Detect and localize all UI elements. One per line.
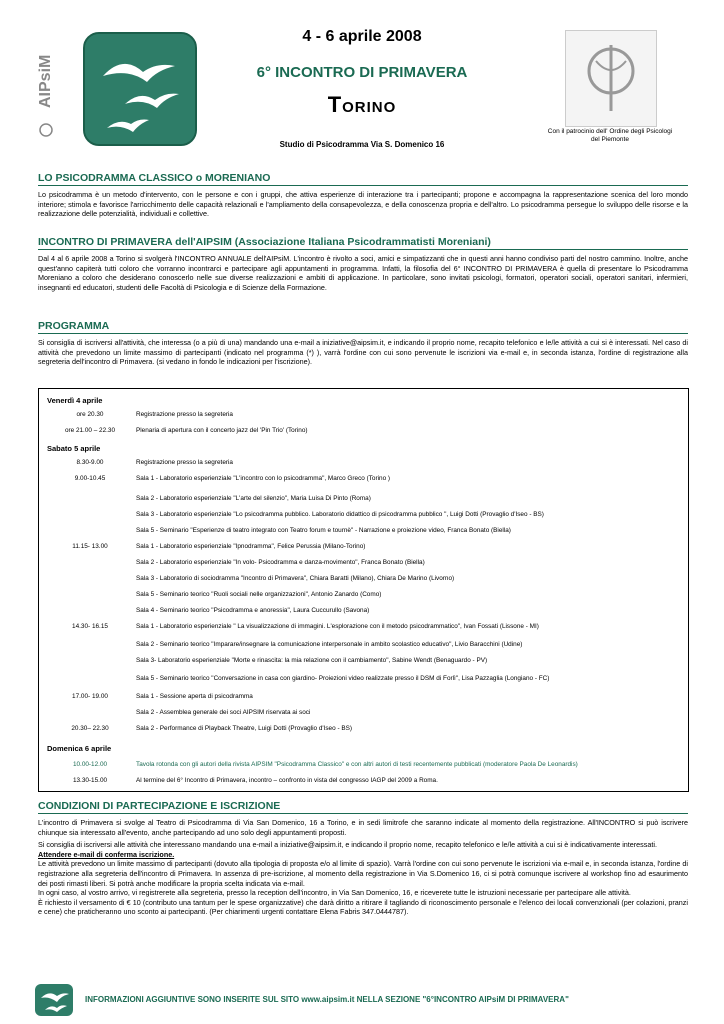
section-incontro: [38, 236, 688, 292]
program-description: Al termine del 6° Incontro di Primavera, incontro – confronto in vista del congresso IAGP del 2009 a Roma.: [136, 777, 438, 784]
section-text: Si consiglia di iscriversi alle attività che interessano mandando una e-mail a iniziative@aipsim.it, e indicando il proprio nome, recapito telefonico e le/le attività a cui si è indicativamente interessati.: [38, 840, 657, 850]
program-time: ore 20.30: [76, 411, 104, 418]
brand-text: AIPsiM: [37, 54, 54, 108]
program-description: Sala 2 - Laboratorio esperienziale "L'arte del silenzio", Maria Luisa Di Pinto (Roma): [136, 495, 371, 502]
footer-logo: [35, 984, 73, 1016]
footer-info-link[interactable]: INFORMAZIONI AGGIUNTIVE SONO INSERITE SUL SITO www.aipsim.it NELLA SEZIONE "6°INCONTRO AIPsiM DI PRIMAVERA": [85, 995, 569, 1004]
program-description: Tavola rotonda con gli autori della rivista AIPSIM "Psicodramma Classico" e con altri autori di testi recentemente pubblicati (moderatore Paola De Leonardis): [136, 761, 578, 768]
section-text: È richiesto il versamento di € 10 (contributo una tantum per le spese organizzative) che darà diritto a ritirare il tagliando di riconoscimento personale e l'elenco dei locali convenzionali (per colazioni, pranzi e cene) che praticheranno uno sconto ai partecipanti. (Per chiarimenti urgenti contattare Elena Fabris 347.0444787).: [38, 897, 688, 917]
confirmation-note: Attendere e-mail di conferma iscrizione.: [38, 849, 175, 859]
program-time: 10.00-12.00: [72, 761, 108, 768]
section-title: CONDIZIONI DI PARTECIPAZIONE E ISCRIZIONE: [38, 800, 688, 814]
program-time: 8.30-9.00: [76, 459, 104, 466]
aipsim-vertical-logo: [34, 28, 58, 148]
program-description: Sala 1 - Laboratorio esperienziale "L'incontro con lo psicodramma", Marco Greco (Torino ): [136, 475, 391, 482]
program-day-label: Sabato 5 aprile: [47, 444, 101, 453]
program-description: Plenaria di apertura con il concerto jazz del 'Pin Trio' (Torino): [136, 427, 308, 434]
program-description: Sala 5 - Seminario "Esperienze di teatro integrato con Teatro forum e tournè" - Narrazione e proiezione video, Franca Bonato (Biella): [136, 527, 511, 534]
program-description: Registrazione presso la segreteria: [136, 459, 233, 466]
section-text: L'incontro di Primavera si svolge al Teatro di Psicodramma di Via San Domenico, 16 a Torino, e in sedi limitrofe che saranno indicate al momento della registrazione. All'INCONTRO si può iscrivere chiunque sia interessato all'evento, anche partecipando ad uno solo degli appuntamenti proposti.: [38, 818, 688, 837]
section-programma: [38, 320, 688, 367]
program-day-label: Domenica 6 aprile: [47, 744, 112, 753]
program-time: 9.00-10.45: [74, 475, 106, 482]
section-psicodramma: [38, 172, 688, 219]
patron-caption: Con il patrocinio dell' Ordine degli Psicologi del Piemonte: [547, 128, 673, 143]
ordine-psicologi-logo: [565, 30, 657, 127]
section-text: Dal 4 al 6 aprile 2008 a Torino si svolgerà l'INCONTRO ANNUALE dell'AIPsiM. L'incontro è rivolto a soci, amici e simpatizzanti che in questi anni hanno condiviso parti del nostro cammino. Inoltre, anche quest'anno capiterà tutti coloro che vorranno incontrarci e partecipare agli appuntamenti in programma. Infatti, la filosofia del 6° INCONTRO DI PRIMAVERA è quella di presentare lo Psicodramma Moreniano a coloro che desiderano conoscerlo nelle sue diverse realizzazioni e ambiti di applicazione. In particolare, sono invitati psicologi, formatori, operatori sociali, operatori sanitari, infermieri, insegnanti ed educatori, studenti delle Facoltà di Psicologia e di Scienze della Formazione.: [38, 254, 688, 292]
program-time: 20.30– 22.30: [71, 725, 109, 732]
program-description: Sala 1 - Laboratorio esperienziale " La visualizzazione di immagini. L'esplorazione con il metodo psicodrammatico", Ivan Fossati (Lissone - MI): [136, 623, 539, 630]
section-title: PROGRAMMA: [38, 320, 688, 334]
program-description: Sala 4 - Seminario teorico "Psicodramma e anoressia", Laura Cuccurullo (Savona): [136, 607, 370, 614]
program-time: 14.30- 16.15: [72, 623, 108, 630]
section-text: In ogni caso, al vostro arrivo, vi registrerete alla segreteria, presso la reception dell'incontro, in Via San Domenico, 16, e riceverete tutte le istruzioni necessarie per partecipare alle attività.: [38, 888, 631, 898]
program-description: Sala 2 - Assemblea generale dei soci AIPSIM riservata ai soci: [136, 709, 311, 716]
section-condizioni: [38, 800, 688, 917]
program-time: 11.15- 13.00: [72, 543, 108, 550]
section-text: Si consiglia di iscriversi all'attività, che interessa (o a più di una) mandando una e-mail a iniziative@aipsim.it, e indicando il proprio nome, recapito telefonico e le/le attività a cui si è interessati. Nel caso di attività che prevedono un limite massimo di partecipanti (indicato nel programma (*) ), varrà l'ordine con cui sono pervenute le iscrizioni via e-mail e, in seconda istanza, l'ordine di registrazione alla segreteria dell'incontro di Primavera. (si vedano in fondo le indicazioni per l'iscrizione).: [38, 338, 688, 367]
program-description: Sala 5 - Seminario teorico "Conversazione in casa con giardino- Proiezioni video realizzate presso il DSM di Forlì", Lisa Pazzaglia (Longiano - FC): [136, 675, 550, 682]
event-venue: Studio di Psicodramma Via S. Domenico 16: [279, 140, 445, 149]
program-description: Sala 2 - Laboratorio esperienziale "In volo- Psicodramma e danza-movimento", Franca Bonato (Biella): [136, 559, 425, 566]
program-description: Sala 1 - Laboratorio esperienziale "Ipnodramma", Felice Perussia (Milano-Torino): [136, 543, 366, 550]
event-city: Torino: [327, 92, 397, 117]
program-description: Sala 5 - Seminario teorico "Ruoli sociali nelle organizzazioni", Antonio Zanardo (Como): [136, 591, 382, 598]
program-time: 13.30-15.00: [72, 777, 108, 784]
program-description: Sala 1 - Sessione aperta di psicodramma: [136, 693, 253, 700]
event-title: 6° INCONTRO DI PRIMAVERA: [256, 64, 468, 81]
section-text: Le attività prevedono un limite massimo di partecipanti (dovuto alla tipologia di proposta e/o al limite di spazio). Varrà l'ordine con cui sono pervenute le iscrizioni via e-mail e, in seconda istanza, l'ordine di registrazione alla segreteria dell'incontro di Primavera. In assenza di pre-iscrizione, al momento della registrazione in Via S.Domenico 16, ci si potrà comunque iscrivere al workshop fino ad esaurimento dei posti rimasti liberi. Si potrà anche modificare la propria scelta indicata via e-mail.: [38, 859, 688, 888]
aipsim-birds-logo: [83, 32, 197, 146]
section-text: Lo psicodramma è un metodo d'intervento, con le persone e con i gruppi, che attiva esperienze di interazione tra i partecipanti; propone e accompagna la rappresentazione scenica del loro mondo interiore; stimola e favorisce l'arricchimento delle capacità relazionali e l'ampliamento della consapevolezza, e della conoscenza propria e dell'altro. Lo psicodramma persegue lo sviluppo delle risorse e la realizzazione delle potenzialità, individuali e collettive.: [38, 190, 688, 219]
program-description: Sala 2 - Performance di Playback Theatre, Luigi Dotti (Provaglio d'Iseo - BS): [136, 725, 352, 732]
program-day-label: Venerdì 4 aprile: [47, 396, 103, 405]
program-time: 17.00- 19.00: [72, 693, 108, 700]
section-title: LO PSICODRAMMA CLASSICO o MORENIANO: [38, 172, 688, 186]
program-description: Sala 3 - Laboratorio di sociodramma "Incontro di Primavera", Chiara Baratti (Milano), Chiara De Marino (Livorno): [136, 575, 455, 582]
program-description: Registrazione presso la segreteria: [136, 411, 233, 418]
event-date: 4 - 6 aprile 2008: [302, 28, 422, 45]
program-description: Sala 2 - Seminario teorico "Imparare/insegnare la comunicazione interpersonale in ambito scolastico educativo", Livio Baracchini (Udine): [136, 641, 523, 648]
program-time: ore 21.00 – 22.30: [64, 427, 116, 434]
program-description: Sala 3- Laboratorio esperienziale "Morte e rinascita: la mia relazione con il cambiamento", Sabine Wendt (Benaguardo - PV): [136, 657, 488, 664]
section-title: INCONTRO DI PRIMAVERA dell'AIPSIM (Associazione Italiana Psicodrammatisti Moreniani): [38, 236, 688, 250]
program-description: Sala 3 - Laboratorio esperienziale "Lo psicodramma pubblico. Laboratorio didattico di psicodramma pubblico ", Luigi Dotti (Provaglio d'Iseo - BS): [136, 511, 544, 518]
program-table: [38, 388, 689, 792]
